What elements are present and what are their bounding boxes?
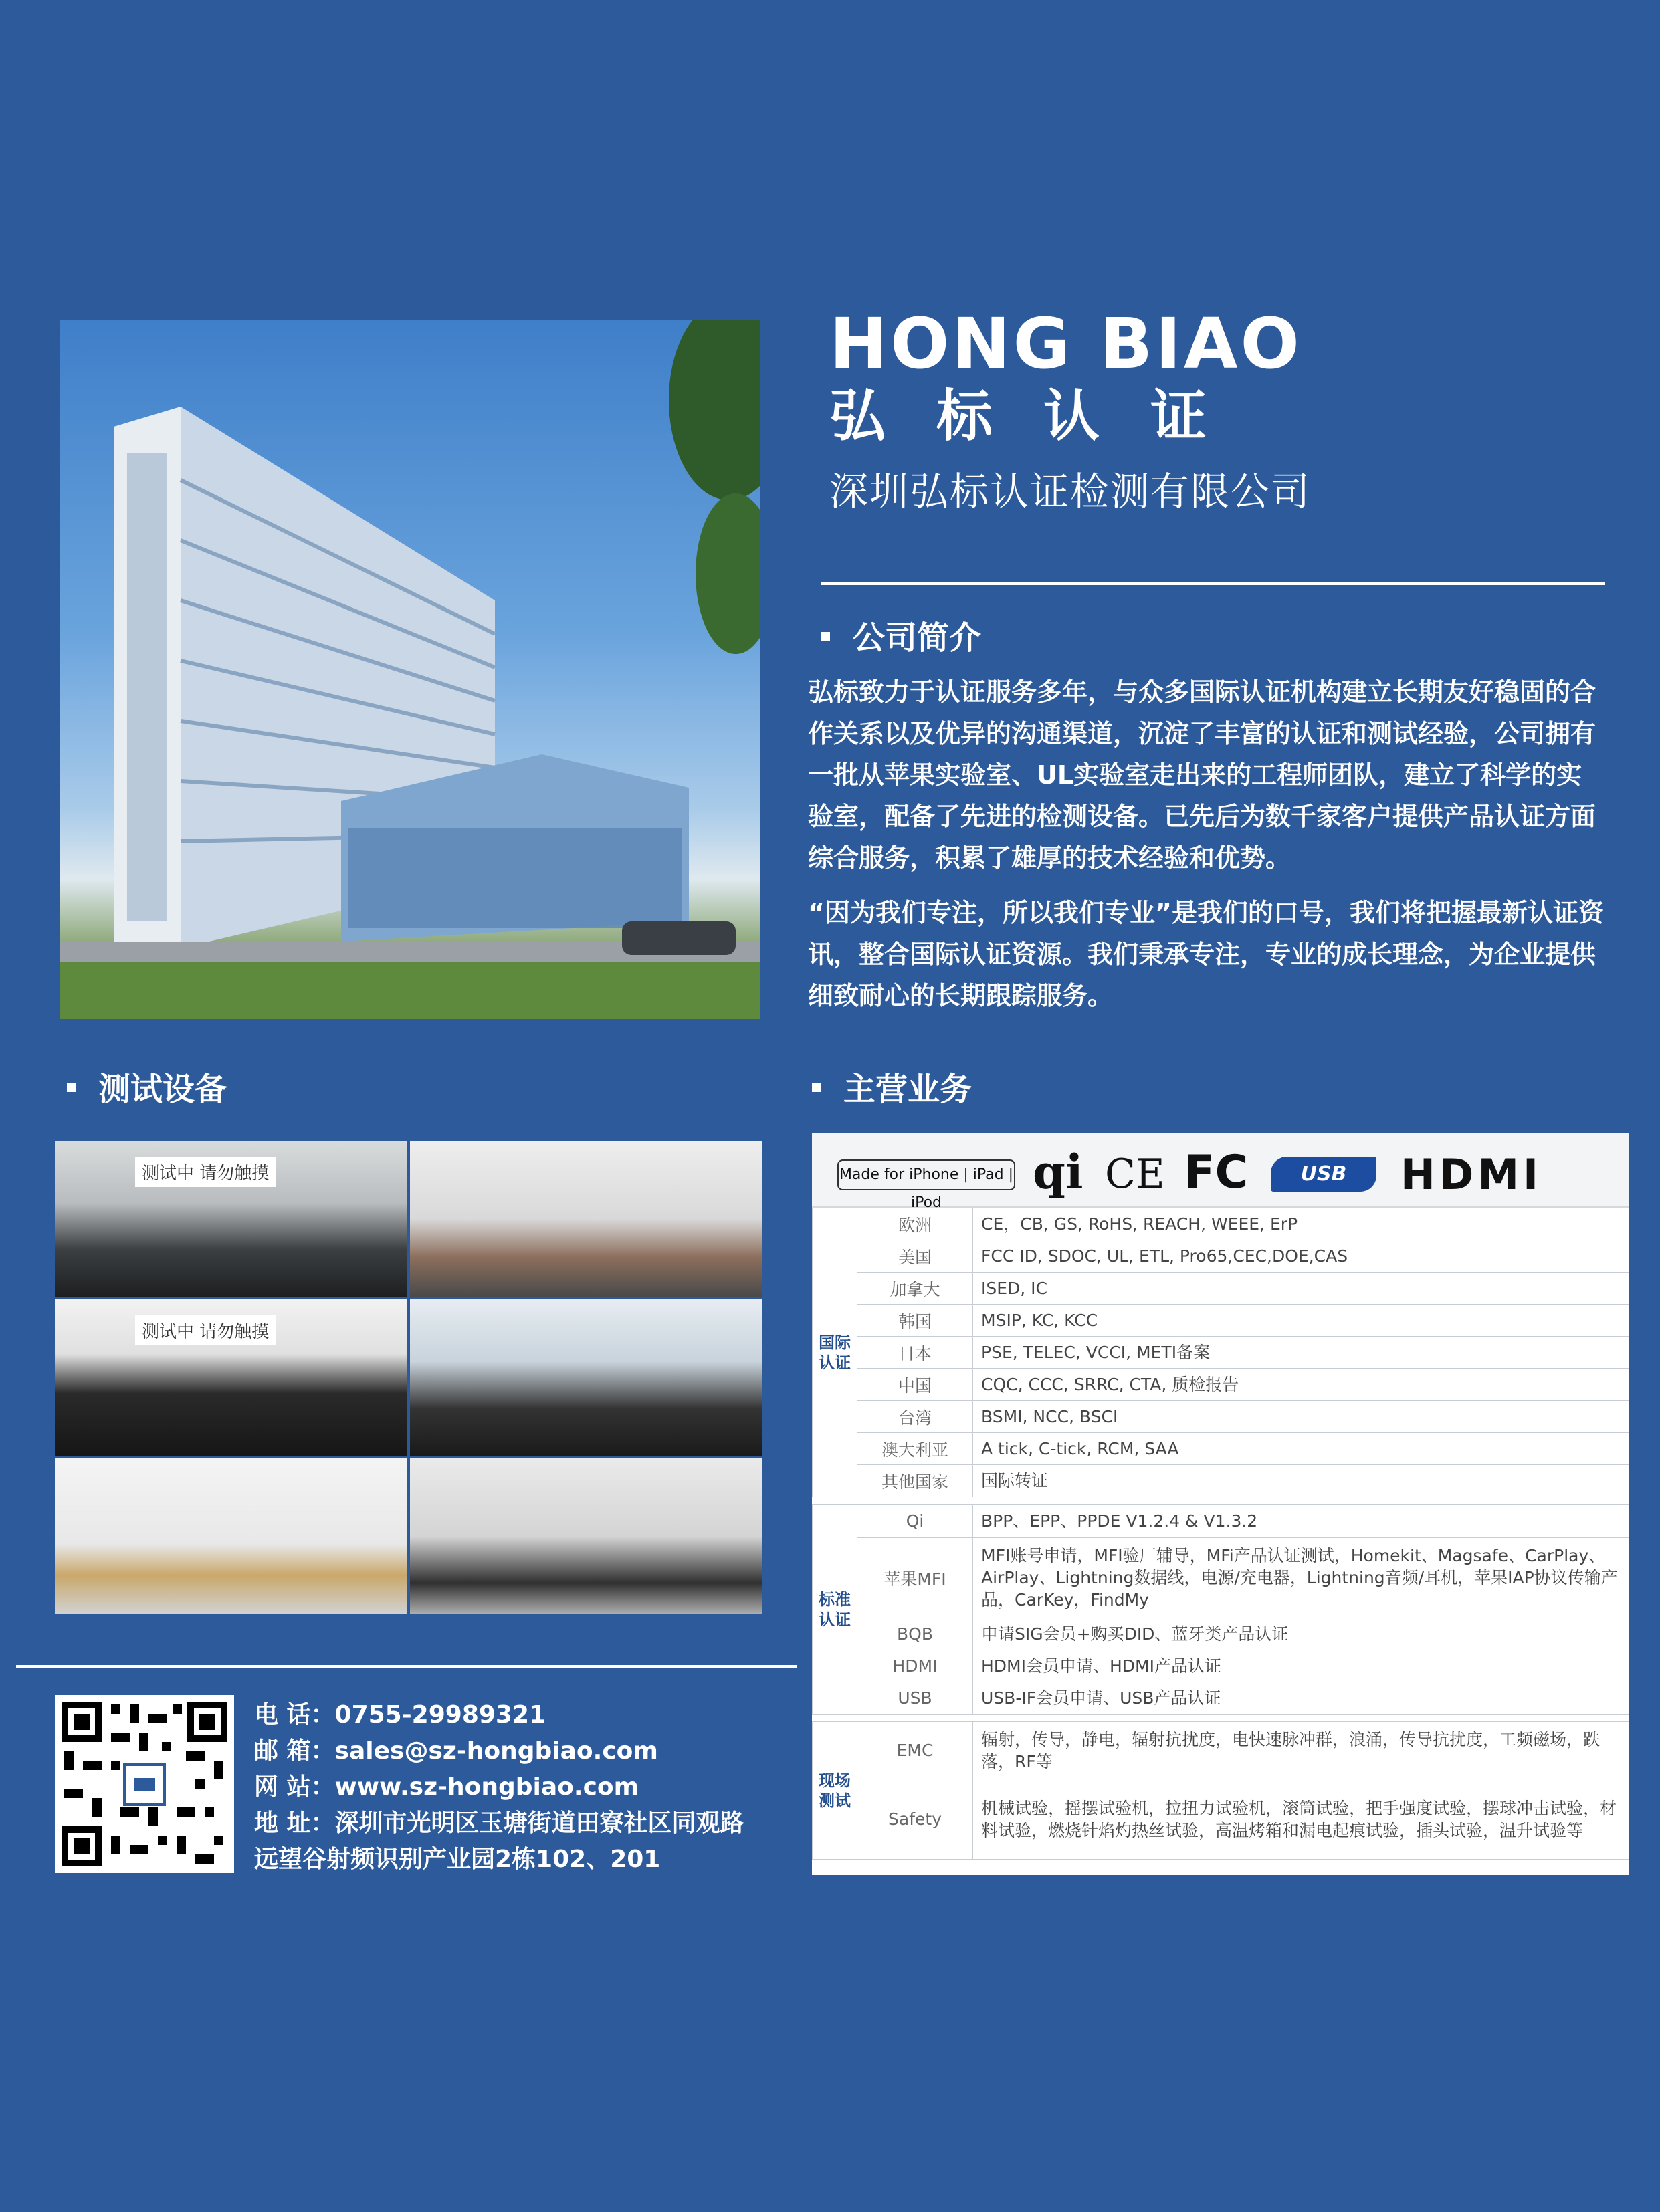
contact-address: 地 址：深圳市光明区玉塘街道田寮社区同观路 — [254, 1809, 744, 1837]
business-section-title — [812, 1071, 972, 1108]
table-row — [813, 1722, 1629, 1779]
items-cell: CE，CB, GS, RoHS, REACH, WEEE, ErP — [973, 1208, 1629, 1240]
region-cell: 美国 — [857, 1240, 973, 1273]
region-cell: 韩国 — [857, 1305, 973, 1337]
category-cell: 标准认证 — [813, 1505, 857, 1715]
region-cell: BQB — [857, 1618, 973, 1650]
items-cell: 机械试验，摇摆试验机，拉扭力试验机，滚筒试验，把手强度试验，摆球冲击试验，材料试验，燃烧针焰灼热丝试验，高温烤箱和漏电起痕试验，插头试验，温升试验等 — [973, 1779, 1629, 1860]
divider — [16, 1665, 797, 1668]
table-row — [813, 1433, 1629, 1465]
brand-name-en: HONG BIAO — [829, 303, 1302, 384]
region-cell: 苹果MFI — [857, 1538, 973, 1618]
table-row — [813, 1369, 1629, 1401]
region-cell: Safety — [857, 1779, 973, 1860]
qr-code-icon — [55, 1695, 234, 1873]
region-cell: 澳大利亚 — [857, 1433, 973, 1465]
table-row — [813, 1465, 1629, 1497]
items-cell: PSE, TELEC, VCCI, METI备案 — [973, 1337, 1629, 1369]
table-gap — [813, 1715, 1629, 1722]
equipment-photo — [55, 1299, 407, 1455]
table-row — [813, 1305, 1629, 1337]
brand-name-cn: 弘标认证 — [829, 383, 1258, 449]
qi-logo: qi — [1033, 1144, 1083, 1200]
region-cell: 中国 — [857, 1369, 973, 1401]
region-cell: 加拿大 — [857, 1273, 973, 1305]
category-cell: 国际认证 — [813, 1208, 857, 1497]
business-title-text: 主营业务 — [843, 1071, 972, 1108]
hdmi-logo: HDMI — [1400, 1150, 1543, 1199]
intro-paragraph-1: 弘标致力于认证服务多年，与众多国际认证机构建立长期友好稳固的合作关系以及优异的沟通渠道，沉淀了丰富的认证和测试经验，公司拥有一批从苹果实验室、UL实验室走出来的工程师团队，建立了科学的实验室，配备了先进的检测设备。已先后为数千家客户提供产品认证方面综合服务，积累了雄厚的技术经验和优势。 — [808, 677, 1596, 873]
contact-website[interactable]: 网 站：www.sz-hongbiao.com — [254, 1773, 639, 1801]
table-row — [813, 1618, 1629, 1650]
region-cell: 欧洲 — [857, 1208, 973, 1240]
intro-title-text: 公司简介 — [853, 619, 982, 657]
items-cell: MFI账号申请，MFI验厂辅导，MFi产品认证测试，Homekit、Magsafe、CarPlay、AirPlay、Lightning数据线，电源/充电器，Lightning音频/耳机，苹果IAP协议传输产品，CarKey，FindMy — [973, 1538, 1629, 1618]
bullet-icon — [812, 1083, 821, 1092]
equipment-section-title — [67, 1071, 227, 1108]
contact-email[interactable]: 邮 箱：sales@sz-hongbiao.com — [254, 1737, 658, 1765]
fcc-logo: FC — [1184, 1146, 1249, 1199]
contact-info — [254, 1697, 744, 1878]
equipment-photo — [410, 1299, 762, 1455]
equipment-photo — [55, 1458, 407, 1614]
region-cell: 其他国家 — [857, 1465, 973, 1497]
table-row — [813, 1505, 1629, 1538]
ce-logo: CE — [1105, 1151, 1165, 1198]
items-cell: BPP、EPP、PPDE V1.2.4 & V1.3.2 — [973, 1505, 1629, 1538]
table-row — [813, 1337, 1629, 1369]
table-row — [813, 1682, 1629, 1715]
apple-mfi-logo: Made for iPhone | iPad | iPod — [837, 1159, 1015, 1190]
items-cell: CQC, CCC, SRRC, CTA, 质检报告 — [973, 1369, 1629, 1401]
items-cell: HDMI会员申请、HDMI产品认证 — [973, 1650, 1629, 1682]
contact-address-2: 远望谷射频识别产业园2栋102、201 — [254, 1846, 661, 1873]
items-cell: 辐射，传导，静电，辐射抗扰度，电快速脉冲群，浪涌，传导抗扰度，工频磁场，跌落，RF等 — [973, 1722, 1629, 1779]
equipment-title-text: 测试设备 — [98, 1071, 227, 1108]
equipment-sign: 测试中 请勿触摸 — [135, 1157, 276, 1187]
building-photo — [60, 320, 760, 1019]
qr-code — [55, 1695, 234, 1873]
items-cell: 国际转证 — [973, 1465, 1629, 1497]
equipment-photo — [55, 1141, 407, 1297]
items-cell: FCC ID, SDOC, UL, ETL, Pro65,CEC,DOE,CAS — [973, 1240, 1629, 1273]
table-row — [813, 1401, 1629, 1433]
equipment-photo — [410, 1141, 762, 1297]
table-gap — [813, 1497, 1629, 1505]
business-table — [812, 1208, 1629, 1860]
items-cell: 申请SIG会员+购买DID、蓝牙类产品认证 — [973, 1618, 1629, 1650]
contact-phone: 电 话：0755-29989321 — [254, 1701, 546, 1729]
equipment-photo-grid — [55, 1141, 762, 1614]
equipment-photo — [410, 1458, 762, 1614]
items-cell: A tick, C-tick, RCM, SAA — [973, 1433, 1629, 1465]
intro-paragraph-2: “因为我们专注，所以我们专业”是我们的口号，我们将把握最新认证资讯，整合国际认证资源。我们秉承专注，专业的成长理念，为企业提供细致耐心的长期跟踪服务。 — [808, 898, 1604, 1010]
bullet-icon — [67, 1083, 76, 1092]
region-cell: 日本 — [857, 1337, 973, 1369]
items-cell: ISED, IC — [973, 1273, 1629, 1305]
equipment-sign: 测试中 请勿触摸 — [135, 1315, 276, 1345]
divider — [821, 582, 1605, 585]
items-cell: USB-IF会员申请、USB产品认证 — [973, 1682, 1629, 1715]
building-illustration — [60, 320, 760, 1019]
items-cell: BSMI, NCC, BSCI — [973, 1401, 1629, 1433]
certification-logos — [812, 1133, 1629, 1211]
business-panel — [812, 1133, 1629, 1875]
company-name: 深圳弘标认证检测有限公司 — [829, 469, 1312, 514]
bullet-icon — [821, 632, 830, 641]
table-row — [813, 1779, 1629, 1860]
region-cell: HDMI — [857, 1650, 973, 1682]
table-row — [813, 1273, 1629, 1305]
usb-logo: USB — [1271, 1157, 1376, 1192]
region-cell: EMC — [857, 1722, 973, 1779]
region-cell: Qi — [857, 1505, 973, 1538]
intro-section-title — [821, 619, 982, 657]
region-cell: USB — [857, 1682, 973, 1715]
table-row — [813, 1240, 1629, 1273]
table-row — [813, 1650, 1629, 1682]
region-cell: 台湾 — [857, 1401, 973, 1433]
table-row — [813, 1538, 1629, 1618]
items-cell: MSIP, KC, KCC — [973, 1305, 1629, 1337]
category-cell: 现场测试 — [813, 1722, 857, 1860]
